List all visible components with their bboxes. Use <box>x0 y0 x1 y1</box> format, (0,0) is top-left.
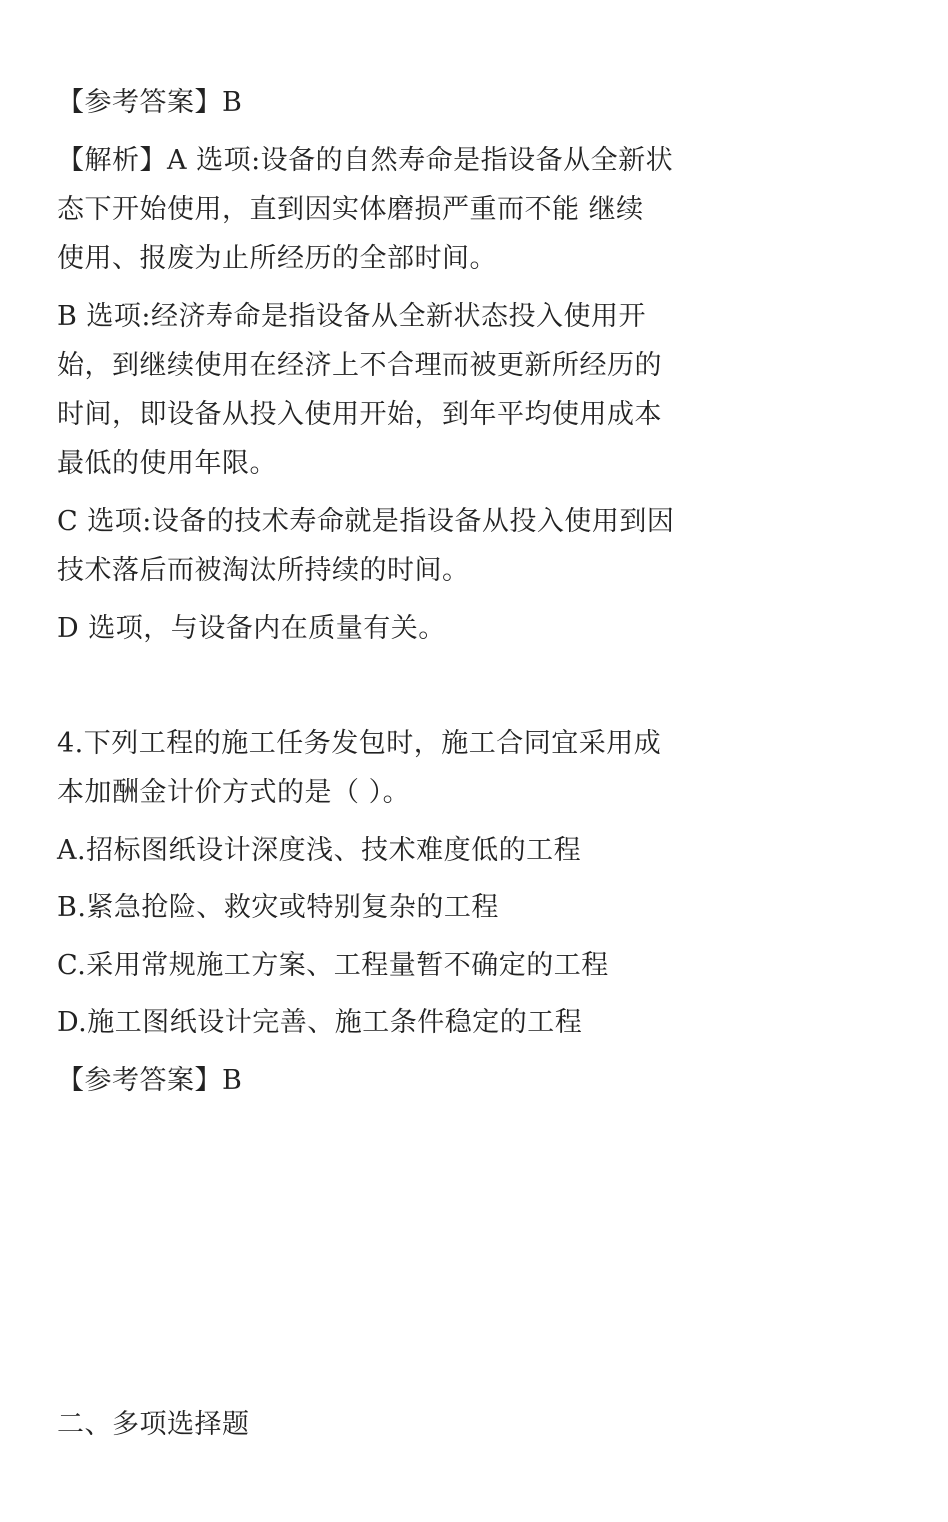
analysis-a-line-2: 态下开始使用，直到因实体磨损严重而不能 继续 <box>57 194 644 225</box>
question-4-option-c: C.采用常规施工方案、工程量暂不确定的工程 <box>57 950 609 981</box>
analysis-b-line-1: B 选项:经济寿命是指设备从全新状态投入使用开 <box>57 301 647 332</box>
question-4-stem-line-1: 4.下列工程的施工任务发包时，施工合同宜采用成 <box>57 728 662 759</box>
analysis-b-line-2: 始，到继续使用在经济上不合理而被更新所经历的 <box>57 350 662 381</box>
question-4-option-a: A.招标图纸设计深度浅、技术难度低的工程 <box>57 835 582 866</box>
analysis-a-line-3: 使用、报废为止所经历的全部时间。 <box>57 243 497 274</box>
analysis-b-line-3: 时间，即设备从投入使用开始，到年平均使用成本 <box>57 399 662 430</box>
section-heading: 二、多项选择题 <box>57 1409 250 1440</box>
question-4-option-b: B.紧急抢险、救灾或特别复杂的工程 <box>57 892 499 923</box>
reference-answer-2: 【参考答案】B <box>57 1065 243 1096</box>
analysis-a-line-1: 【解析】A 选项:设备的自然寿命是指设备从全新状 <box>57 145 674 176</box>
reference-answer-1: 【参考答案】B <box>57 87 243 118</box>
question-4-stem-line-2: 本加酬金计价方式的是（ ）。 <box>57 777 411 808</box>
analysis-d-line: D 选项，与设备内在质量有关。 <box>57 613 446 644</box>
question-4-option-d: D.施工图纸设计完善、施工条件稳定的工程 <box>57 1007 583 1038</box>
analysis-b-line-4: 最低的使用年限。 <box>57 448 277 479</box>
analysis-c-line-1: C 选项:设备的技术寿命就是指设备从投入使用到因 <box>57 506 675 537</box>
analysis-c-line-2: 技术落后而被淘汰所持续的时间。 <box>57 555 470 586</box>
